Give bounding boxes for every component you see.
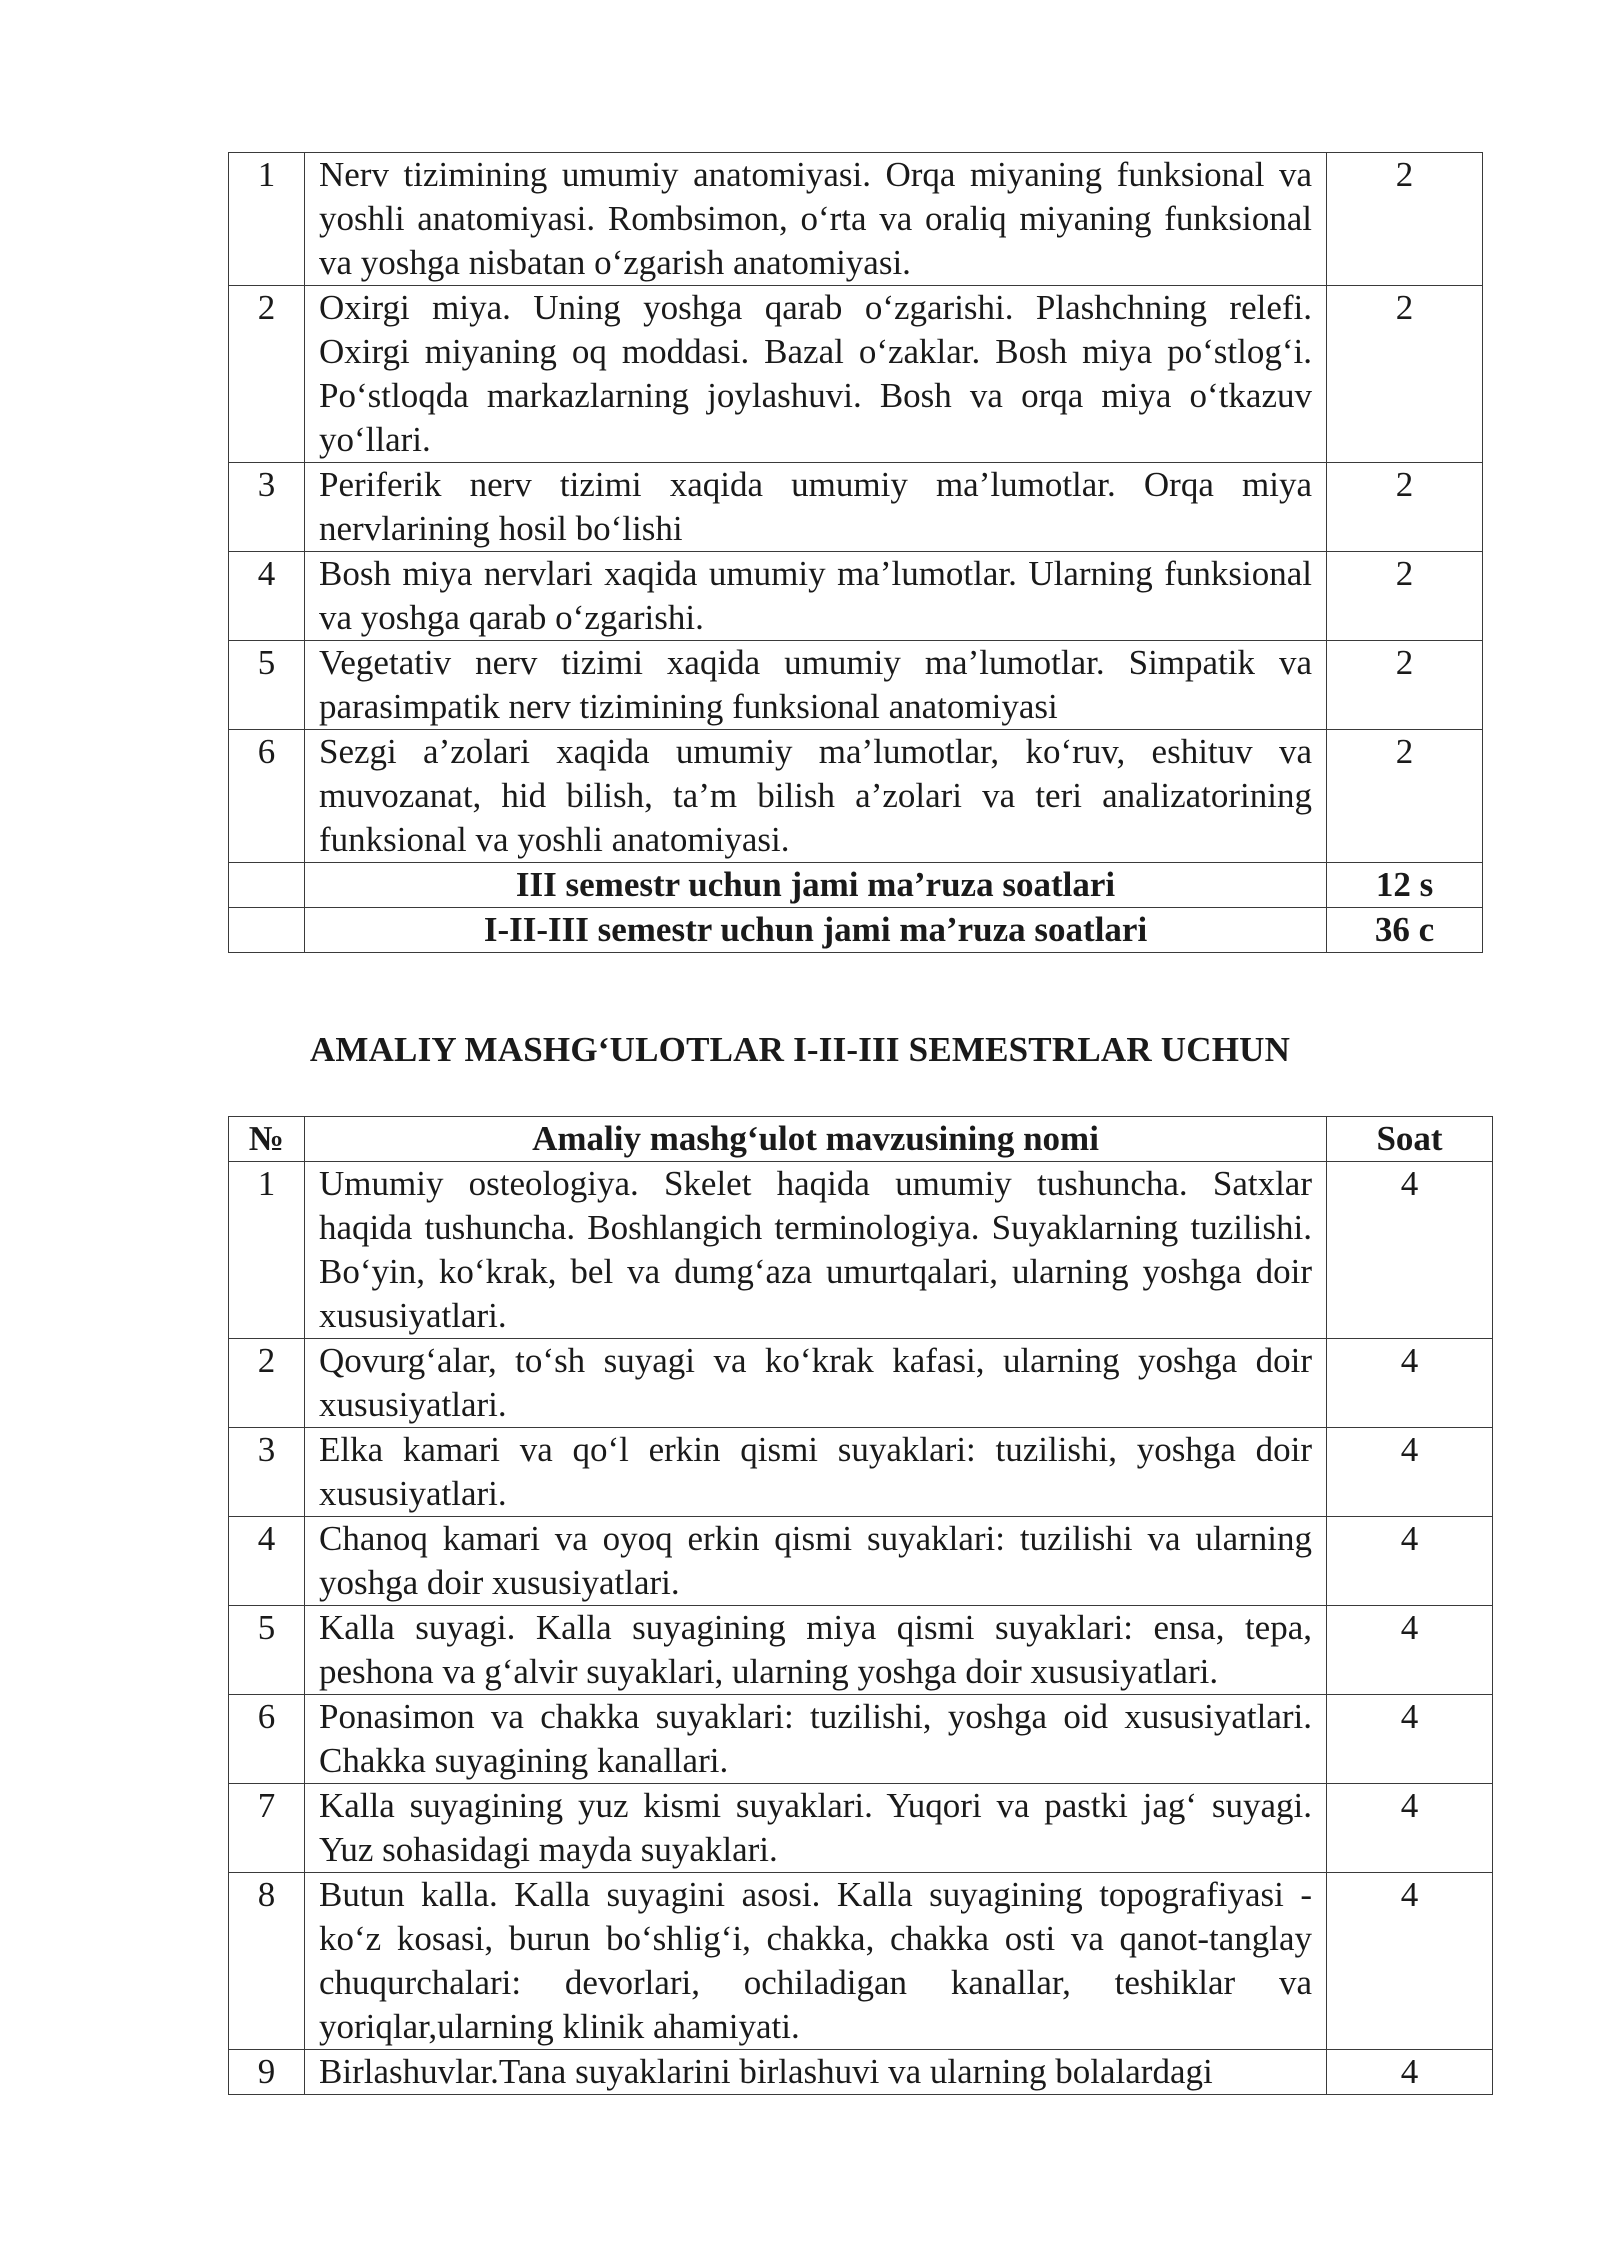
topic-text: Umumiy osteologiya. Skelet haqida umumiy tushuncha. Satxlar haqida tushuncha. Boshlangich terminologiya. Suyaklarning tuzilishi. Bo‘yin, ko‘krak, bel va dumg‘aza umurtqalari, ularning yoshga doir xususiyatlari.: [305, 1162, 1327, 1339]
hours-value: 2: [1327, 552, 1483, 641]
topic-text: Kalla suyagi. Kalla suyagining miya qismi suyaklari: ensa, tepa, peshona va g‘alvir suyaklari, ularning yoshga doir xususiyatlari.: [305, 1606, 1327, 1695]
table-row: [229, 641, 1483, 730]
row-number: 6: [229, 1695, 305, 1784]
hours-value: 2: [1327, 286, 1483, 463]
section-title: AMALIY MASHG‘ULOTLAR I-II-III SEMESTRLAR UCHUN: [309, 1030, 1291, 1069]
hours-value: 2: [1327, 730, 1483, 863]
topic-text: Sezgi a’zolari xaqida umumiy ma’lumotlar, ko‘ruv, eshituv va muvozanat, hid bilish, ta’m bilish a’zolari va teri analizatorining funksional va yoshli anatomiyasi.: [305, 730, 1327, 863]
topic-text: Periferik nerv tizimi xaqida umumiy ma’lumotlar. Orqa miya nervlarining hosil bo‘lishi: [305, 463, 1327, 552]
hours-value: 4: [1327, 1695, 1493, 1784]
hours-value: 4: [1327, 2050, 1493, 2095]
empty-cell: [229, 863, 305, 908]
topic-text: Chanoq kamari va oyoq erkin qismi suyaklari: tuzilishi va ularning yoshga doir xususiyatlari.: [305, 1517, 1327, 1606]
topic-text: Kalla suyagining yuz kismi suyaklari. Yuqori va pastki jag‘ suyagi. Yuz sohasidagi mayda suyaklari.: [305, 1784, 1327, 1873]
table-row: [229, 2050, 1493, 2095]
hours-value: 4: [1327, 1428, 1493, 1517]
table-row: [229, 463, 1483, 552]
table-row: [229, 1784, 1493, 1873]
header-topic: Amaliy mashg‘ulot mavzusining nomi: [305, 1117, 1327, 1162]
row-number: 7: [229, 1784, 305, 1873]
row-number: 2: [229, 286, 305, 463]
total-hours: 36 c: [1327, 908, 1483, 953]
hours-value: 4: [1327, 1339, 1493, 1428]
total-row: [229, 863, 1483, 908]
empty-cell: [229, 908, 305, 953]
hours-value: 4: [1327, 1873, 1493, 2050]
row-number: 4: [229, 552, 305, 641]
table-row: [229, 1162, 1493, 1339]
row-number: 9: [229, 2050, 305, 2095]
table-row: [229, 552, 1483, 641]
row-number: 5: [229, 641, 305, 730]
total-label: III semestr uchun jami ma’ruza soatlari: [305, 863, 1327, 908]
hours-value: 4: [1327, 1606, 1493, 1695]
practical-classes-table: [228, 1116, 1493, 2095]
topic-text: Birlashuvlar.Tana suyaklarini birlashuvi va ularning bolalardagi: [305, 2050, 1327, 2095]
table-row: [229, 286, 1483, 463]
topic-text: Vegetativ nerv tizimi xaqida umumiy ma’lumotlar. Simpatik va parasimpatik nerv tizimining funksional anatomiyasi: [305, 641, 1327, 730]
lecture-hours-table: [228, 152, 1483, 953]
hours-value: 4: [1327, 1162, 1493, 1339]
row-number: 1: [229, 153, 305, 286]
hours-value: 2: [1327, 463, 1483, 552]
table-row: [229, 1428, 1493, 1517]
topic-text: Ponasimon va chakka suyaklari: tuzilishi, yoshga oid xususiyatlari. Chakka suyagining kanallari.: [305, 1695, 1327, 1784]
total-hours: 12 s: [1327, 863, 1483, 908]
header-row: [229, 1117, 1493, 1162]
hours-value: 2: [1327, 641, 1483, 730]
topic-text: Qovurg‘alar, to‘sh suyagi va ko‘krak kafasi, ularning yoshga doir xususiyatlari.: [305, 1339, 1327, 1428]
table-row: [229, 1873, 1493, 2050]
table-row: [229, 1606, 1493, 1695]
table-row: [229, 1517, 1493, 1606]
table-row: [229, 1339, 1493, 1428]
row-number: 8: [229, 1873, 305, 2050]
hours-value: 4: [1327, 1517, 1493, 1606]
topic-text: Oxirgi miya. Uning yoshga qarab o‘zgarishi. Plashchning relefi. Oxirgi miyaning oq moddasi. Bazal o‘zaklar. Bosh miya po‘stlog‘i. Po‘stloqda markazlarning joylashuvi. Bosh va orqa miya o‘tkazuv yo‘llari.: [305, 286, 1327, 463]
row-number: 5: [229, 1606, 305, 1695]
table-row: [229, 730, 1483, 863]
row-number: 1: [229, 1162, 305, 1339]
row-number: 6: [229, 730, 305, 863]
table-row: [229, 153, 1483, 286]
row-number: 2: [229, 1339, 305, 1428]
header-hours: Soat: [1327, 1117, 1493, 1162]
row-number: 4: [229, 1517, 305, 1606]
topic-text: Nerv tizimining umumiy anatomiyasi. Orqa miyaning funksional va yoshli anatomiyasi. Rombsimon, o‘rta va oraliq miyaning funksional va yoshga nisbatan o‘zgarish anatomiyasi.: [305, 153, 1327, 286]
row-number: 3: [229, 463, 305, 552]
row-number: 3: [229, 1428, 305, 1517]
hours-value: 2: [1327, 153, 1483, 286]
topic-text: Bosh miya nervlari xaqida umumiy ma’lumotlar. Ularning funksional va yoshga qarab o‘zgarishi.: [305, 552, 1327, 641]
topic-text: Butun kalla. Kalla suyagini asosi. Kalla suyagining topografiyasi - ko‘z kosasi, burun bo‘shlig‘i, chakka, chakka osti va qanot-tanglay chuqurchalari: devorlari, ochiladigan kanallar, teshiklar va yoriqlar,ularning klinik ahamiyati.: [305, 1873, 1327, 2050]
topic-text: Elka kamari va qo‘l erkin qismi suyaklari: tuzilishi, yoshga doir xususiyatlari.: [305, 1428, 1327, 1517]
total-row: [229, 908, 1483, 953]
header-number: №: [229, 1117, 305, 1162]
table-row: [229, 1695, 1493, 1784]
hours-value: 4: [1327, 1784, 1493, 1873]
total-label: I-II-III semestr uchun jami ma’ruza soatlari: [305, 908, 1327, 953]
